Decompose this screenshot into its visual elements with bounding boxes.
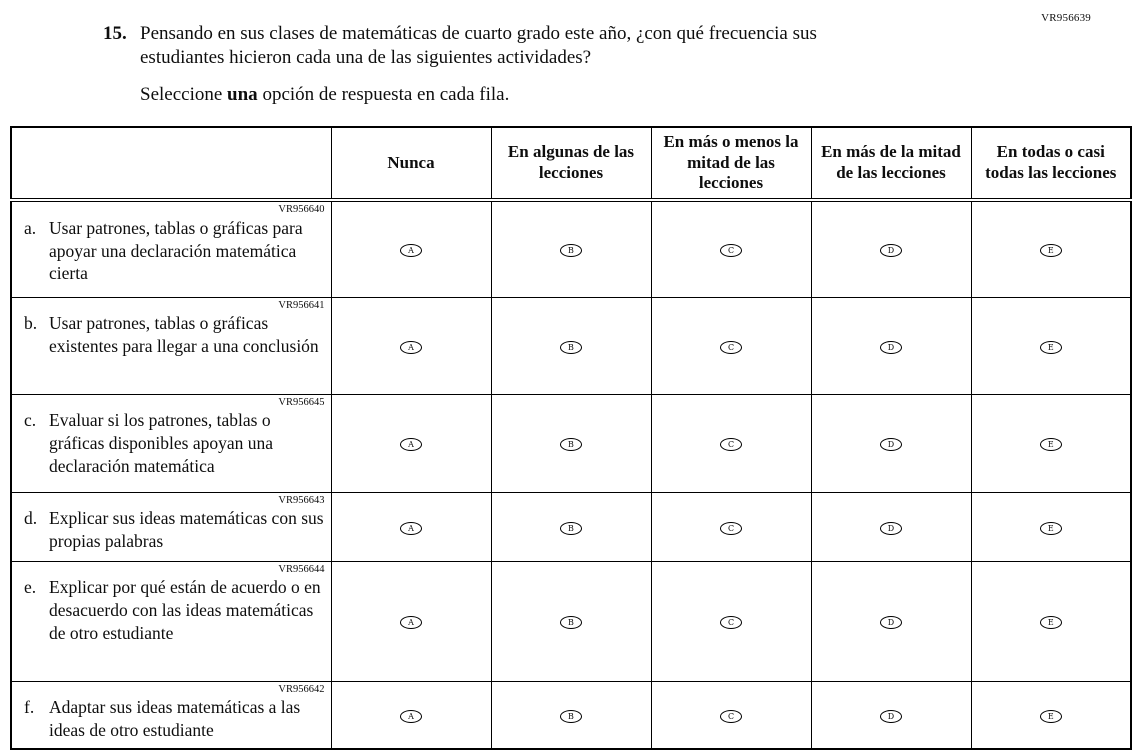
item-cell-e bbox=[11, 561, 331, 681]
row-b-bubble-c[interactable]: C bbox=[720, 341, 742, 354]
option-cell bbox=[491, 681, 651, 749]
row-b-bubble-d[interactable]: D bbox=[880, 341, 902, 354]
option-cell bbox=[971, 297, 1131, 394]
instruction-prefix: Seleccione bbox=[140, 83, 228, 105]
option-cell bbox=[811, 394, 971, 492]
header-mas-o-menos-mitad: En más o menos la mitad de las lecciones bbox=[651, 127, 811, 200]
option-cell bbox=[491, 394, 651, 492]
row-a-bubble-d[interactable]: D bbox=[880, 244, 902, 257]
table-row-f bbox=[11, 681, 1131, 749]
row-letter: f. bbox=[24, 697, 35, 718]
option-cell bbox=[971, 200, 1131, 297]
header-empty-cell bbox=[11, 127, 331, 200]
row-letter: b. bbox=[24, 313, 38, 334]
row-e-bubble-a[interactable]: A bbox=[400, 616, 422, 629]
option-cell bbox=[651, 394, 811, 492]
row-letter: d. bbox=[24, 508, 38, 529]
form-code: VR956639 bbox=[1041, 12, 1091, 24]
row-d-bubble-c[interactable]: C bbox=[720, 522, 742, 535]
option-cell bbox=[331, 681, 491, 749]
row-a-bubble-e[interactable]: E bbox=[1040, 244, 1062, 257]
row-text: Usar patrones, tablas o gráficas existentes para llegar a una conclusión bbox=[49, 313, 319, 357]
item-cell-f bbox=[11, 681, 331, 749]
row-d-bubble-e[interactable]: E bbox=[1040, 522, 1062, 535]
row-b-bubble-e[interactable]: E bbox=[1040, 341, 1062, 354]
table-row-e bbox=[11, 561, 1131, 681]
row-c-bubble-c[interactable]: C bbox=[720, 438, 742, 451]
option-cell bbox=[491, 561, 651, 681]
question-line bbox=[103, 22, 943, 71]
row-c-bubble-e[interactable]: E bbox=[1040, 438, 1062, 451]
row-code: VR956640 bbox=[278, 204, 325, 216]
row-text: Evaluar si los patrones, tablas o gráficas disponibles apoyan una declaración matemática bbox=[49, 410, 274, 476]
item-statement bbox=[24, 312, 325, 358]
option-cell bbox=[491, 200, 651, 297]
row-e-bubble-e[interactable]: E bbox=[1040, 616, 1062, 629]
row-f-bubble-b[interactable]: B bbox=[560, 710, 582, 723]
option-cell bbox=[651, 561, 811, 681]
item-cell-c bbox=[11, 394, 331, 492]
row-code: VR956644 bbox=[278, 563, 325, 575]
option-cell bbox=[811, 681, 971, 749]
row-code: VR956643 bbox=[278, 494, 325, 506]
option-cell bbox=[331, 297, 491, 394]
row-a-bubble-c[interactable]: C bbox=[720, 244, 742, 257]
table-row-d bbox=[11, 492, 1131, 561]
option-cell bbox=[491, 297, 651, 394]
row-f-bubble-c[interactable]: C bbox=[720, 710, 742, 723]
header-en-algunas: En algunas de las lecciones bbox=[491, 127, 651, 200]
response-grid bbox=[10, 126, 1132, 750]
row-e-bubble-c[interactable]: C bbox=[720, 616, 742, 629]
header-todas-o-casi: En todas o casi todas las lecciones bbox=[971, 127, 1131, 200]
option-cell bbox=[971, 681, 1131, 749]
instruction-suffix: opción de respuesta en cada fila. bbox=[257, 83, 510, 105]
table-row-b bbox=[11, 297, 1131, 394]
row-letter: c. bbox=[24, 410, 37, 431]
row-c-bubble-d[interactable]: D bbox=[880, 438, 902, 451]
row-text: Adaptar sus ideas matemáticas a las ideas de otro estudiante bbox=[49, 697, 301, 741]
row-c-bubble-a[interactable]: A bbox=[400, 438, 422, 451]
row-b-bubble-b[interactable]: B bbox=[560, 341, 582, 354]
question-instruction bbox=[140, 84, 943, 106]
option-cell bbox=[811, 492, 971, 561]
option-cell bbox=[651, 297, 811, 394]
option-cell bbox=[971, 492, 1131, 561]
row-text: Explicar por qué están de acuerdo o en desacuerdo con las ideas matemáticas de otro estudiante bbox=[49, 577, 321, 643]
item-statement bbox=[24, 696, 325, 742]
row-letter: e. bbox=[24, 577, 37, 598]
option-cell bbox=[811, 200, 971, 297]
option-cell bbox=[491, 492, 651, 561]
item-statement bbox=[24, 217, 325, 285]
row-c-bubble-b[interactable]: B bbox=[560, 438, 582, 451]
instruction-bold-word: una bbox=[227, 83, 258, 105]
table-row-c bbox=[11, 394, 1131, 492]
row-b-bubble-a[interactable]: A bbox=[400, 341, 422, 354]
item-cell-d bbox=[11, 492, 331, 561]
option-cell bbox=[651, 492, 811, 561]
table-row-a bbox=[11, 200, 1131, 297]
row-e-bubble-d[interactable]: D bbox=[880, 616, 902, 629]
item-cell-b bbox=[11, 297, 331, 394]
option-cell bbox=[331, 394, 491, 492]
row-text: Explicar sus ideas matemáticas con sus propias palabras bbox=[49, 508, 324, 552]
row-f-bubble-d[interactable]: D bbox=[880, 710, 902, 723]
item-cell-a bbox=[11, 200, 331, 297]
item-statement bbox=[24, 507, 325, 553]
option-cell bbox=[331, 200, 491, 297]
question-number: 15. bbox=[103, 23, 127, 44]
question-text: Pensando en sus clases de matemáticas de cuarto grado este año, ¿con qué frecuencia sus estudiantes hicieron cada una de las siguientes actividades? bbox=[140, 23, 817, 69]
option-cell bbox=[971, 394, 1131, 492]
row-text: Usar patrones, tablas o gráficas para apoyar una declaración matemática cierta bbox=[49, 217, 303, 284]
option-cell bbox=[811, 297, 971, 394]
row-f-bubble-e[interactable]: E bbox=[1040, 710, 1062, 723]
row-d-bubble-b[interactable]: B bbox=[560, 522, 582, 535]
row-a-bubble-b[interactable]: B bbox=[560, 244, 582, 257]
option-cell bbox=[651, 681, 811, 749]
header-nunca: Nunca bbox=[331, 127, 491, 200]
row-a-bubble-a[interactable]: A bbox=[400, 244, 422, 257]
option-cell bbox=[971, 561, 1131, 681]
item-statement bbox=[24, 409, 325, 477]
row-d-bubble-d[interactable]: D bbox=[880, 522, 902, 535]
row-code: VR956641 bbox=[278, 299, 325, 311]
option-cell bbox=[331, 492, 491, 561]
row-code: VR956642 bbox=[278, 683, 325, 695]
item-statement bbox=[24, 576, 325, 644]
option-cell bbox=[651, 200, 811, 297]
row-f-bubble-a[interactable]: A bbox=[400, 710, 422, 723]
header-row bbox=[11, 127, 1131, 200]
row-code: VR956645 bbox=[278, 396, 325, 408]
row-d-bubble-a[interactable]: A bbox=[400, 522, 422, 535]
row-e-bubble-b[interactable]: B bbox=[560, 616, 582, 629]
option-cell bbox=[811, 561, 971, 681]
option-cell bbox=[331, 561, 491, 681]
question-block bbox=[103, 22, 943, 106]
row-letter: a. bbox=[24, 217, 37, 238]
header-mas-de-la-mitad: En más de la mitad de las lecciones bbox=[811, 127, 971, 200]
